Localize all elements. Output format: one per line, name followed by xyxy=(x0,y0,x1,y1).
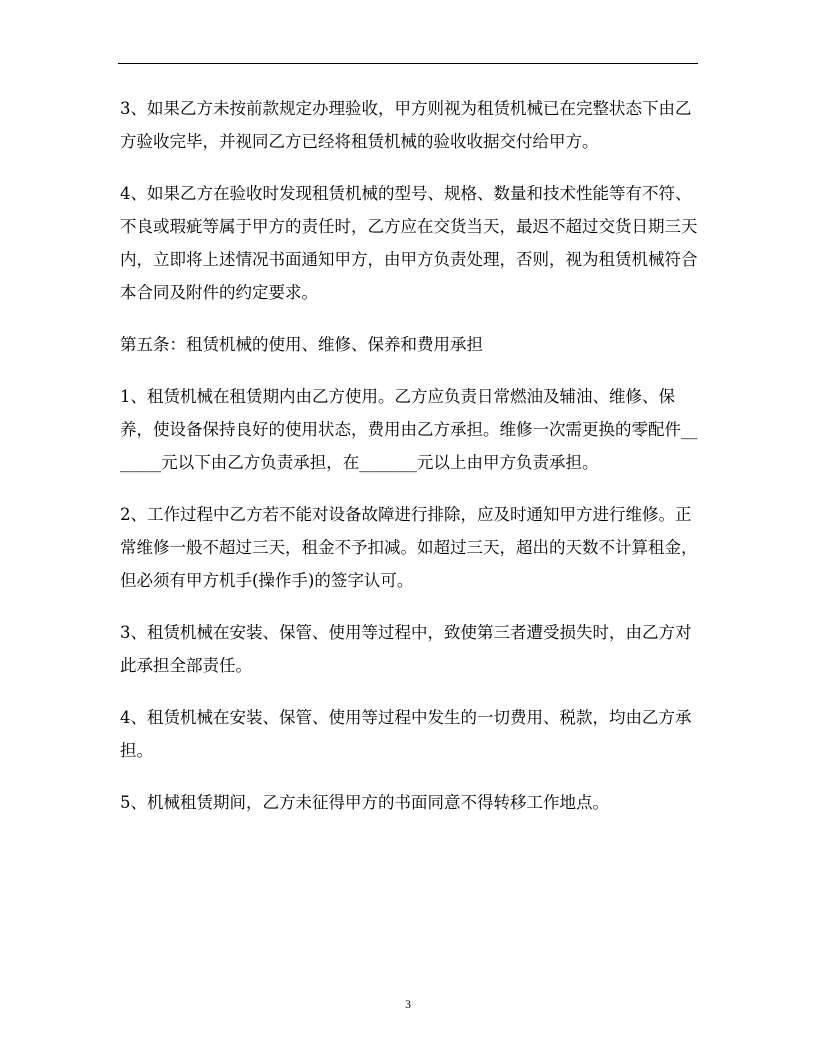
paragraph: 1、租赁机械在租赁期内由乙方使用。乙方应负责日常燃油及辅油、维修、保养，使设备保持良好的使用状态，费用由乙方承担。维修一次需更换的零配件_______元以下由乙方负责承担，在_______元以上由甲方负责承担。 xyxy=(120,387,698,472)
paragraph: 4、如果乙方在验收时发现租赁机械的型号、规格、数量和技术性能等有不符、不良或瑕疵等属于甲方的责任时，乙方应在交货当天，最迟不超过交货日期三天内，立即将上述情况书面通知甲方，由甲方负责处理，否则，视为租赁机械符合本合同及附件的约定要求。 xyxy=(120,184,698,302)
page-number: 3 xyxy=(405,997,411,1011)
paragraph: 3、如果乙方未按前款规定办理验收，甲方则视为租赁机械已在完整状态下由乙方验收完毕，并视同乙方已经将租赁机械的验收收据交付给甲方。 xyxy=(120,99,692,151)
section-heading: 第五条：租赁机械的使用、维修、保养和费用承担 xyxy=(120,335,483,354)
document-body xyxy=(120,92,700,838)
paragraph: 4、租赁机械在安装、保管、使用等过程中发生的一切费用、税款，均由乙方承担。 xyxy=(120,708,692,760)
paragraph: 5、机械租赁期间，乙方未征得甲方的书面同意不得转移工作地点。 xyxy=(120,793,609,812)
header-rule xyxy=(118,63,698,64)
paragraph: 2、工作过程中乙方若不能对设备故障进行排除，应及时通知甲方进行维修。正常维修一般不超过三天，租金不予扣减。如超过三天，超出的天数不计算租金，但必须有甲方机手(操作手)的签字认可。 xyxy=(120,505,698,590)
paragraph: 3、租赁机械在安装、保管、使用等过程中，致使第三者遭受损失时，由乙方对此承担全部责任。 xyxy=(120,623,692,675)
